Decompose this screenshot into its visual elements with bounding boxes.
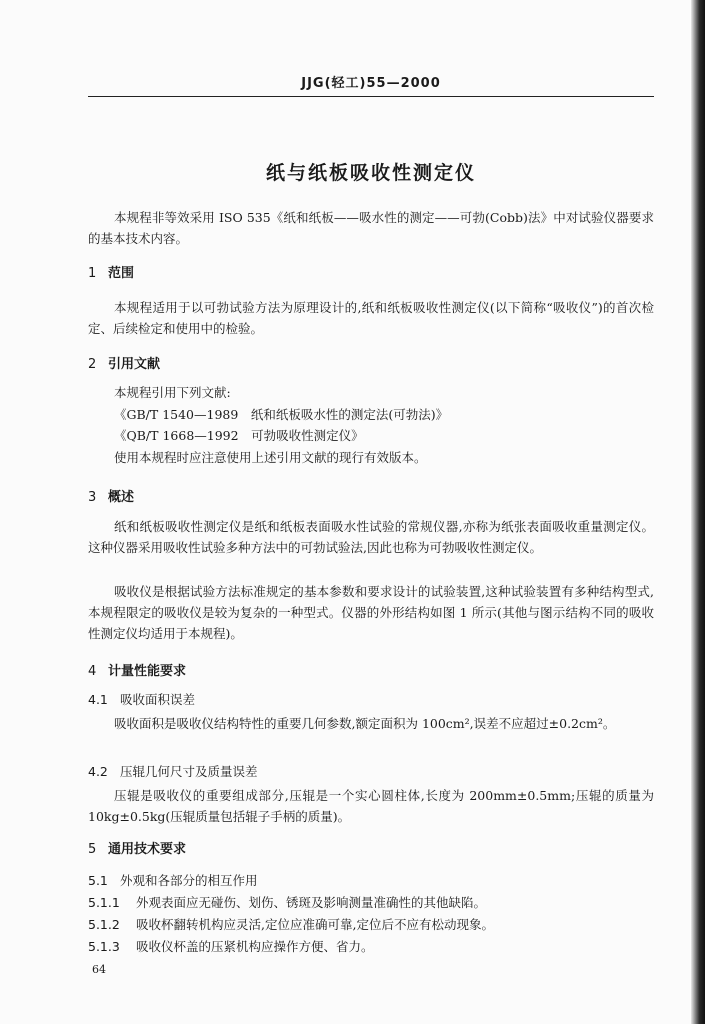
reference-item: 《GB/T 1540—1989 纸和纸板吸水性的测定法(可勃法)》: [114, 406, 449, 422]
section-5-heading: [88, 838, 186, 857]
subsection-number: 4.1: [88, 692, 108, 707]
subsection-number: 4.2: [88, 764, 108, 779]
clause-number: 5.1.2: [88, 917, 120, 932]
section-3-heading: [88, 486, 134, 505]
scan-edge-shadow: [691, 0, 705, 1024]
clause-5-1-2: [88, 915, 494, 933]
references-note: 使用本规程时应注意使用上述引用文献的现行有效版本。: [114, 449, 427, 465]
section-number: 1: [88, 266, 97, 281]
section-1-body: 本规程适用于以可勃试验方法为原理设计的,纸和纸板吸收性测定仪(以下简称“吸收仪”)的首次检定、后续检定和使用中的检验。: [88, 300, 654, 336]
subsection-title: 吸收面积误差: [120, 692, 196, 707]
section-2-heading: [88, 353, 160, 372]
section-number: 5: [88, 842, 97, 857]
clause-5-1-1: [88, 893, 486, 911]
section-1-heading: [88, 262, 134, 281]
references-intro: 本规程引用下列文献:: [114, 385, 231, 400]
section-number: 4: [88, 664, 97, 679]
subsection-title: 压辊几何尺寸及质量误差: [120, 764, 258, 779]
section-3-paragraph-1: 纸和纸板吸收性测定仪是纸和纸板表面吸水性试验的常规仪器,亦称为纸张表面吸收重量测定仪。这种仪器采用吸收性试验多种方法中的可勃试验法,因此也称为可勃吸收性测定仪。: [88, 519, 654, 555]
section-title: 通用技术要求: [108, 842, 187, 857]
clause-text: 吸收杯翻转机构应灵活,定位应准确可靠,定位后不应有松动现象。: [136, 917, 494, 932]
header-rule: [88, 96, 654, 97]
subsection-4-1-body: 吸收面积是吸收仪结构特性的重要几何参数,额定面积为 100cm²,误差不应超过±0.2cm²。: [114, 716, 616, 731]
clause-number: 5.1.3: [88, 939, 120, 954]
subsection-number: 5.1: [88, 873, 108, 888]
clause-number: 5.1.1: [88, 895, 120, 910]
references-list: [114, 382, 654, 468]
section-4-heading: [88, 660, 186, 679]
running-header: JJG(轻工)55—2000: [301, 76, 441, 91]
subsection-4-2-body: 压辊是吸收仪的重要组成部分,压辊是一个实心圆柱体,长度为 200mm±0.5mm;压辊的质量为 10kg±0.5kg(压辊质量包括辊子手柄的质量)。: [88, 788, 654, 824]
subsection-title: 外观和各部分的相互作用: [120, 873, 258, 888]
page-title: 纸与纸板吸收性测定仪: [265, 162, 476, 184]
section-title: 计量性能要求: [108, 664, 187, 679]
page-number: 64: [92, 963, 106, 976]
section-title: 引用文献: [108, 357, 161, 372]
reference-item: 《QB/T 1668—1992 可勃吸收性测定仪》: [114, 428, 364, 443]
subsection-4-2-heading: [88, 762, 258, 780]
section-title: 概述: [108, 490, 135, 505]
clause-text: 外观表面应无碰伤、划伤、锈斑及影响测量准确性的其他缺陷。: [136, 895, 487, 910]
section-3-paragraph-2: 吸收仪是根据试验方法标准规定的基本参数和要求设计的试验装置,这种试验装置有多种结构型式,本规程限定的吸收仪是较为复杂的一种型式。仪器的外形结构如图 1 所示(其他与图示结构不同的吸收性测定仪均适用于本规程)。: [88, 584, 654, 641]
clause-5-1-3: [88, 937, 374, 955]
clause-text: 吸收仪杯盖的压紧机构应操作方便、省力。: [136, 939, 374, 954]
section-number: 3: [88, 490, 97, 505]
section-number: 2: [88, 357, 97, 372]
intro-paragraph: 本规程非等效采用 ISO 535《纸和纸板——吸水性的测定——可勃(Cobb)法》中对试验仪器要求的基本技术内容。: [88, 210, 654, 246]
subsection-4-1-heading: [88, 690, 195, 708]
section-title: 范围: [108, 266, 135, 281]
subsection-5-1-heading: [88, 871, 258, 889]
